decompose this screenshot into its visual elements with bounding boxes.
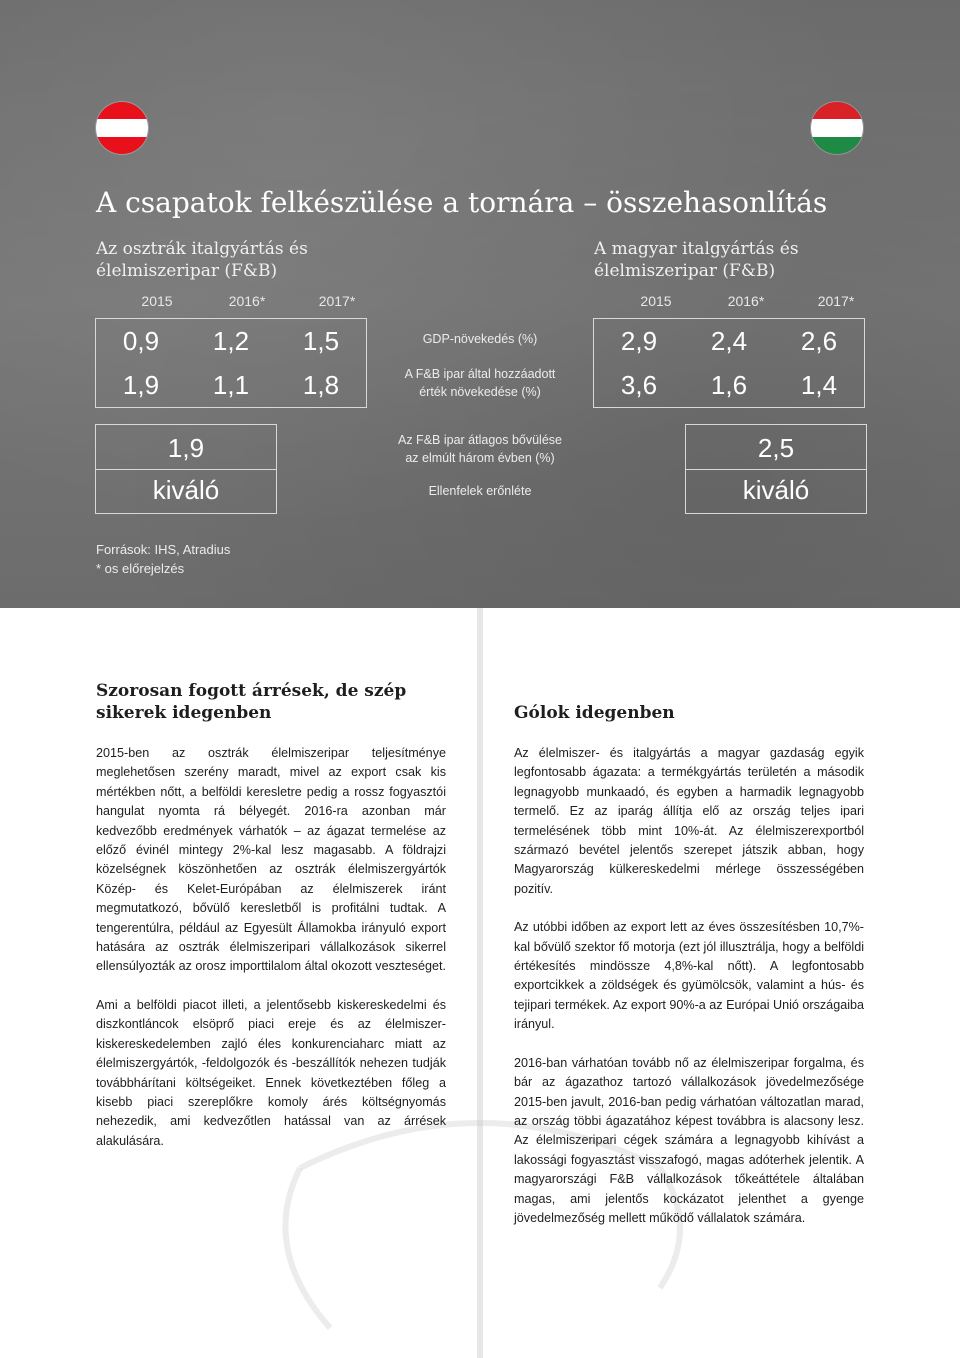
hungary-years [611,293,881,309]
table-cell: 1,2 [212,325,250,356]
comparison-board [0,0,960,608]
table-cell: 3,6 [620,369,658,400]
year-label: 2017* [318,293,356,309]
opponent-label: Ellenfelek erőnléte [428,484,532,498]
gdp-label: GDP-növekedés (%) [422,332,538,346]
table-cell: 1,8 [302,369,340,400]
divider [686,469,866,470]
sources-note [96,540,230,578]
table-cell: 1,5 [302,325,340,356]
sources-text: Források: IHS, Atradius [96,542,231,557]
table-cell: 1,4 [800,369,838,400]
article-paragraph: 2015-ben az osztrák élelmiszeripar teljesítménye meglehetősen szerény maradt, mivel az export csak kis mértékben nőtt, a belföldi keresletre pedig a rossz fogyasztói hangulat nyomta rá bélyegét. 2016-ra azonban már kedvezőbb eredmények várhatók – az ágazat termelése az előző évinél mintegy 2%-kal lesz magasabb. A földrajzi közelségnek köszönhetően az osztrák élelmiszergyártók Közép- és Kelet-Európában az élelmiszerek iránt megmutatkozó, bővülő keresletből is profitálni tudtak. A tengerentúlra, például az Egyesült Államokba irányuló export hatására az osztrák élelmiszeripari vállalkozások sikerrel ellensúlyozták az orosz importtilalom által okozott veszteséget. [96,746,446,974]
table-cell: 1,9 [122,369,160,400]
article-paragraph: Az utóbbi időben az export lett az éves összesítésben 10,7%-kal bővülő szektor fő motorja (ezt jól illusztrálja, hogy a belföldi értékesítés mindössze 4,8%-kal nőtt). A legfontosabb exportcikkek a zöldségek és gyümölcsök, valamint a hús- és tejipari termékek. Az export 90%-a az Európai Unió országaiba irányul. [514,920,865,1032]
table-cell: 0,9 [122,325,160,356]
table-cell: 2,6 [800,325,838,356]
value-added-label-line: érték növekedése (%) [419,385,541,399]
austria-stats-table [95,318,367,408]
table-cell: 2,9 [620,325,658,356]
year-label: 2016* [228,293,266,309]
avg-growth-value: 2,5 [757,433,795,463]
year-label: 2015 [640,293,672,309]
value-added-row [594,363,864,407]
hungary-flag-icon [811,102,863,154]
value-added-row [96,363,366,407]
footnote-text: * os előrejelzés [96,561,185,576]
year-label: 2016* [727,293,765,309]
gdp-row [96,319,366,363]
article-heading: Szorosan fogott árrések, de szép sikerek idegenben [96,681,407,723]
austria-heading: Az osztrák italgyártás és élelmiszeripar (F&B) [96,239,308,281]
article-body [514,744,864,1228]
value-added-label [385,365,575,401]
avg-growth-label [385,431,575,467]
hungary-stats-table [593,318,865,408]
rating-value: kiváló [152,475,220,505]
year-label: 2015 [141,293,173,309]
value-added-label-line: A F&B ipar által hozzáadott [404,367,556,381]
austria-score-box [95,424,277,514]
article-paragraph: Ami a belföldi piacot illeti, a jelentősebb kiskereskedelmi és diszkontláncok elsöprő piaci ereje és az élelmiszer-kiskereskedelemben zajló éles konkurenciaharc miatt az élelmiszergyártók, -feldolgozók és -beszállítók nehezen tudják továbbhárítani költségeiket. Ennek következtében főleg a kisebb piaci szereplőkre komoly árés költségnyomás nehezedik, ami kedvezőtlen hatással van az árrések alakulására. [96,997,446,1148]
austria-flag-icon [96,102,148,154]
article-paragraph: 2016-ban várhatóan tovább nő az élelmiszeripar forgalma, és bár az ágazathoz tartozó vállalkozások jövedelmezősége 2015-ben javult, 2016-ban pedig várhatóan változatlan marad, az ország többi ágazatához képest továbbra is alacsony lesz. Az élelmiszeripari cégek számára a legnagyobb kihívást a lakossági fogyasztást visszafogó, magas adóterhek jelentik. A magyarországi F&B vállalkozások tőkeáttétele általában magas, ami jelentős kockázatot jelenthet a gyenge jövedelmezőség mellett működő vállalatok számára. [514,1055,864,1225]
page-title: A csapatok felkészülése a tornára – összehasonlítás [96,186,828,219]
article-paragraph: Az élelmiszer- és italgyártás a magyar gazdaság egyik legfontosabb ágazata: a termékgyártás területén a második legnagyobb munkaadó, és egyben a harmadik legnagyobb termelő. Ez az iparág állítja elő az ország teljes ipari termelésének több mint 10%-át. Az élelmiszerexportból származó bevétel jelentős szerepet játszik abban, hogy Magyarország külkereskedelmi mérlege összességében pozitív. [514,746,864,896]
table-cell: 1,6 [710,369,748,400]
year-label: 2017* [817,293,855,309]
article-column-austria [96,678,446,1170]
avg-growth-label-line: az elmúlt három évben (%) [405,451,555,465]
gdp-row [594,319,864,363]
table-cell: 2,4 [710,325,748,356]
rating-value: kiváló [742,475,810,505]
article-column-hungary [514,678,864,1247]
article-heading: Gólok idegenben [514,703,675,723]
avg-growth-value: 1,9 [167,433,205,463]
hungary-score-box [685,424,867,514]
hungary-heading: A magyar italgyártás és élelmiszeripar (F&B) [594,239,799,281]
avg-growth-label-line: Az F&B ipar átlagos bővülése [398,433,562,447]
table-cell: 1,1 [212,369,250,400]
article-body [96,744,446,1151]
austria-years [112,293,382,309]
divider [96,469,276,470]
